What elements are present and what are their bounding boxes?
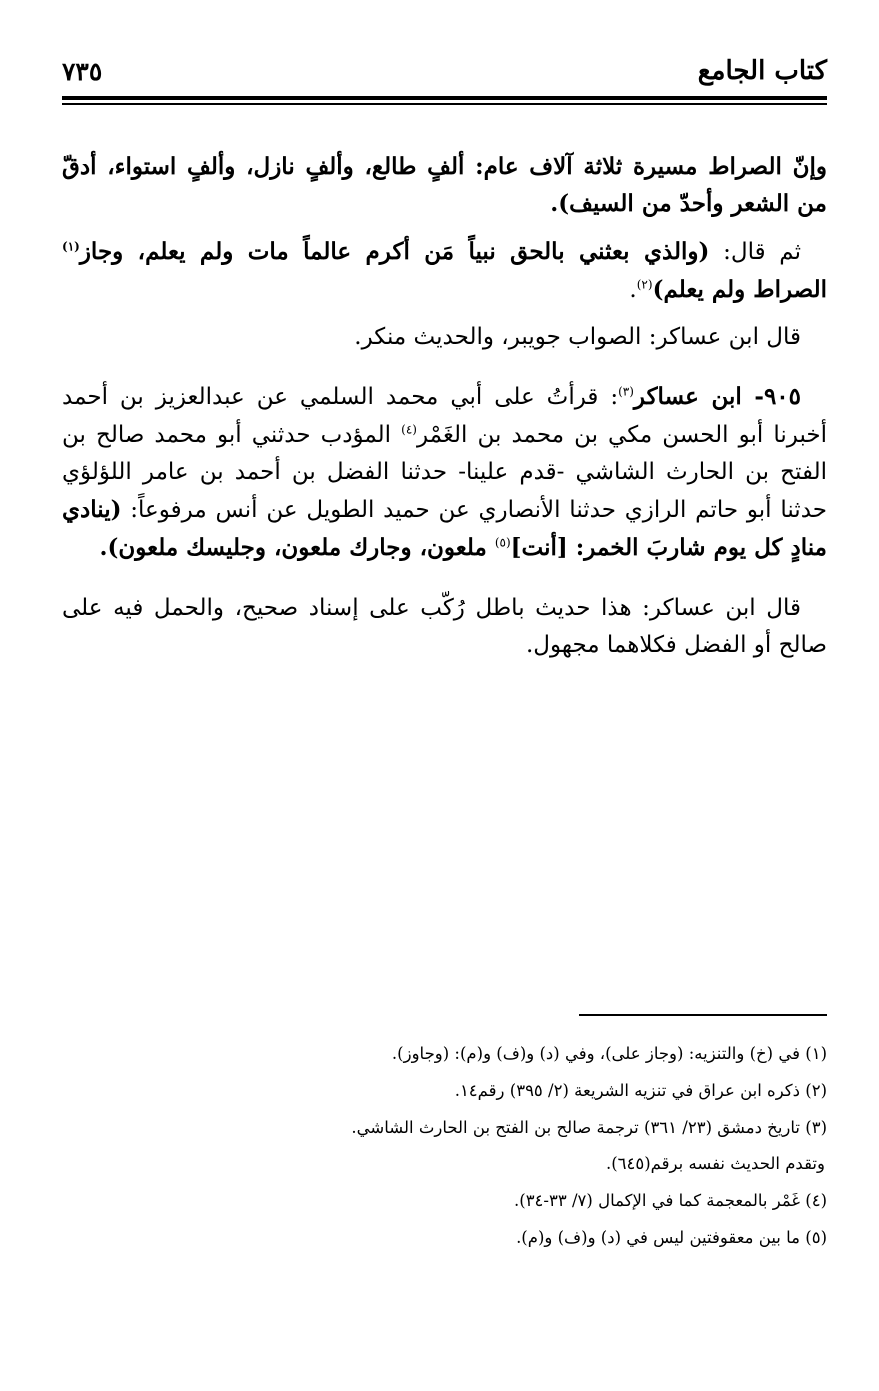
- header-rule-thin: [62, 103, 827, 105]
- footnote-ref-4: (٤): [401, 421, 417, 436]
- footnote-ref-1: (١): [62, 238, 80, 253]
- p2-quote-a: (والذي بعثني بالحق نبياً مَن أكرم عالماً مات ولم يعلم، وجاز: [79, 237, 710, 265]
- header-rule-thick: [62, 96, 827, 100]
- page-header: [62, 48, 827, 94]
- footnote-5: (٥) ما بين معقوفتين ليس في (د) و(ف) و(م).: [516, 1227, 827, 1247]
- p2-end: .: [629, 276, 637, 303]
- p4-matn-b: ملعون، وجارك ملعون، وجليسك ملعون).: [99, 534, 495, 562]
- paragraph-1: وإنّ الصراط مسيرة ثلاثة آلاف عام: ألفٍ طالع، وألفٍ نازل، وألفٍ استواء، أدقّ من الشعر وأحدّ من السيف).: [62, 153, 827, 218]
- p4-matn-a: (ينادي منادٍ كل يوم شاربَ الخمر: [أنت]: [62, 496, 827, 562]
- footnote-1: (١) في (خ) والتنزيه: (وجاز على)، وفي (د) و(ف) و(م): (وجاوز).: [391, 1044, 827, 1063]
- footnote-ref-3: (٣): [618, 384, 634, 399]
- footnote-4: (٤) غَمْر بالمعجمة كما في الإكمال (٧/ ٣٣-٣٤).: [514, 1191, 827, 1210]
- paragraph-4: [62, 378, 827, 567]
- main-text: [62, 148, 827, 674]
- p2-quote-b: الصراط ولم يعلم): [652, 275, 827, 303]
- p4-isnad-b: المؤدب حدثني أبو محمد صالح بن الفتح بن الحارث الشاشي -قدم علينا- حدثنا الفضل بن أحمد بن عامر اللؤلؤي حدثنا أبو حاتم الرازي حدثنا الأنصاري عن حميد الطويل عن أنس مرفوعاً:: [62, 421, 827, 523]
- running-title: كتاب الجامع: [697, 56, 827, 86]
- footnotes: [62, 1042, 827, 1263]
- footnote-3: (٣) تاريخ دمشق (٢٣/ ٣٦١) ترجمة صالح بن الفتح بن الحارث الشاشي.: [351, 1117, 827, 1137]
- paragraph-3: قال ابن عساكر: الصواب جويبر، والحديث منكر.: [354, 324, 801, 350]
- page-number: ٧٣٥: [62, 56, 103, 86]
- p2-lead: ثم قال:: [709, 238, 801, 265]
- p4-isnad-a: : قرأتُ على أبي محمد السلمي عن عبدالعزيز بن أحمد أخبرنا أبو الحسن مكي بن محمد بن الغَمْر: [62, 384, 827, 448]
- footnote-ref-2: (٢): [636, 277, 653, 292]
- hadith-number: ٩٠٥- ابن عساكر: [633, 383, 801, 411]
- paragraph-5: قال ابن عساكر: هذا حديث باطل رُكّب على إسناد صحيح، والحمل فيه على صالح أو الفضل فكلاهما مجهول.: [62, 594, 827, 658]
- footnote-ref-5: (٥): [494, 535, 511, 550]
- paragraph-2: [62, 233, 827, 310]
- footnote-3-continued: وتقدم الحديث نفسه برقم(٦٤٥).: [605, 1154, 825, 1174]
- footnote-separator: [579, 1014, 827, 1016]
- book-page: [62, 0, 827, 1391]
- footnote-2: (٢) ذكره ابن عراق في تنزيه الشريعة (٢/ ٣٩٥) رقم١٤.: [454, 1080, 827, 1100]
